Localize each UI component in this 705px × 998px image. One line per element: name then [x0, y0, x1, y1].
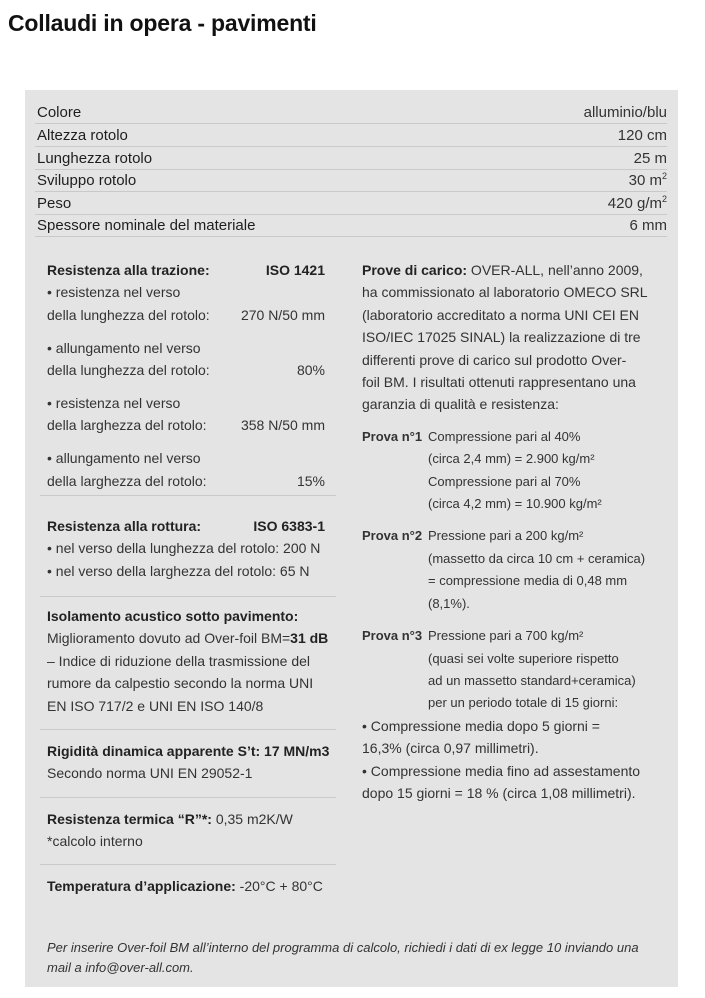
item-line: ISO/IEC 17025 SINAL) la realizzazione di tre [362, 329, 641, 346]
item-line: Miglioramento dovuto ad Over-foil BM=31 dB [47, 630, 329, 647]
item-line: • resistenza nel verso [47, 284, 181, 301]
item-line: della lunghezza del rotolo: [47, 306, 210, 323]
norm-label: ISO 1421 [265, 262, 325, 278]
item-line: • nel verso della larghezza del rotolo: 65 N [47, 562, 310, 579]
divider [40, 495, 336, 496]
item-value: 15% [296, 472, 325, 489]
test-line: = compressione media di 0,48 mm [428, 573, 628, 589]
page-title: Collaudi in opera - pavimenti [8, 10, 317, 36]
item-line: differenti prove di carico sul prodotto Over- [362, 351, 627, 368]
test-line: ad un massetto standard+ceramica) [428, 672, 636, 688]
acoustic-section [47, 605, 337, 717]
test-line: (massetto da circa 10 cm + ceramica) [428, 550, 646, 566]
item-line: Resistenza termica “R”*: 0,35 m2K/W [47, 811, 293, 827]
item-line: della larghezza del rotolo: [47, 417, 207, 434]
divider [40, 864, 336, 865]
spec-value: 30 $m^2$ [628, 171, 667, 189]
spec-label: Spessore nominale del materiale [37, 217, 256, 234]
item-line: – Indice di riduzione della trasmissione del [47, 652, 311, 669]
spec-label: Peso [37, 195, 72, 212]
spec-value: 6 mm [629, 217, 667, 234]
spec-row [35, 125, 667, 147]
spec-value: alluminio/blu [583, 104, 667, 121]
spec-label: Colore [37, 104, 82, 121]
result-line: • Compressione media dopo 5 giorni = [362, 717, 600, 734]
spec-label: Altezza rotolo [37, 127, 128, 144]
test-label: Prova n°2 [362, 528, 423, 544]
divider [40, 596, 336, 597]
item-value: 270 N/50 mm [240, 306, 325, 323]
result-line: • Compressione media fino ad assestamento [362, 762, 641, 779]
spec-row [35, 215, 667, 237]
test-line: (circa 2,4 mm) = 2.900 kg/m² [428, 451, 595, 467]
item-line: Temperatura d’applicazione: -20°C + 80°C [47, 878, 323, 894]
item-value: 358 N/50 mm [240, 417, 325, 434]
section-heading: Resistenza alla rottura: [47, 518, 202, 534]
spec-value: 25 m [633, 150, 667, 167]
spec-label: Sviluppo rotolo [37, 172, 137, 189]
divider [40, 729, 336, 730]
section-heading: Rigidità dinamica apparente S’t: 17 MN/m3 [47, 743, 330, 759]
test-label: Prova n°1 [362, 428, 423, 444]
item-line: della larghezza del rotolo: [47, 472, 207, 489]
technical-data-panel [25, 90, 678, 987]
break-strength-section [47, 515, 325, 582]
item-value: 80% [296, 362, 325, 379]
divider [40, 797, 336, 798]
section-heading: Resistenza alla trazione: [47, 262, 210, 278]
test-line: (circa 4,2 mm) = 10.900 kg/m² [428, 496, 602, 512]
item-line: garanzia di qualità e resistenza: [362, 396, 559, 413]
item-line: • resistenza nel verso [47, 394, 181, 411]
test-block [362, 625, 662, 715]
item-line: Prove di carico: OVER-ALL, nell’anno 2009, [362, 262, 643, 278]
spec-value: 120 cm [617, 127, 667, 144]
item-line: Secondo norma UNI EN 29052-1 [47, 765, 253, 782]
test-block [362, 426, 662, 516]
test-line: per un periodo totale di 15 giorni: [428, 695, 619, 711]
item-line: • allungamento nel verso [47, 339, 201, 356]
tensile-strength-section [47, 259, 325, 492]
item-line: *calcolo interno [47, 833, 143, 850]
test-line: (quasi sei volte superiore rispetto [428, 650, 619, 666]
spec-row [35, 102, 667, 124]
spec-row [35, 170, 667, 192]
thermal-section [47, 808, 337, 853]
test-line: Compressione pari al 40% [428, 428, 581, 444]
test-line: Pressione pari a 200 kg/m² [428, 528, 584, 544]
result-line: 16,3% (circa 0,97 millimetri). [362, 740, 539, 757]
item-line: EN ISO 717/2 e UNI EN ISO 140/8 [47, 697, 264, 714]
stiffness-section [47, 740, 337, 785]
load-tests-section [362, 259, 662, 804]
test-line: (8,1%). [428, 595, 470, 611]
item-line: • nel verso della lunghezza del rotolo: 200 N [47, 540, 321, 557]
item-line: (laboratorio accreditato a norma UNI CEI EN [362, 306, 639, 323]
temperature-section [47, 875, 337, 897]
test-line: Pressione pari a 700 kg/m² [428, 628, 584, 644]
norm-label: ISO 6383-1 [253, 518, 325, 534]
test-block [362, 525, 662, 615]
item-line: foil BM. I risultati ottenuti rappresentano una [362, 374, 636, 391]
section-heading: Isolamento acustico sotto pavimento: [47, 608, 299, 624]
spec-label: Lunghezza rotolo [37, 150, 153, 167]
spec-value: 420 $g/m^2$ [607, 194, 667, 212]
test-line: Compressione pari al 70% [428, 473, 581, 489]
spec-row [35, 193, 667, 215]
item-line: della lunghezza del rotolo: [47, 362, 210, 379]
item-line: ha commissionato al laboratorio OMECO SRL [362, 284, 648, 301]
result-line: dopo 15 giorni = 18 % (circa 1,08 millimetri). [362, 784, 636, 801]
item-line: rumore da calpestio secondo la norma UNI [47, 675, 314, 692]
test-label: Prova n°3 [362, 628, 423, 644]
spec-row [35, 148, 667, 170]
footer-note: Per inserire Over-foil BM all’interno del programma di calcolo, richiedi i dati di ex legge 10 inviando una mail a info@over-all.com. [47, 940, 639, 975]
item-line: • allungamento nel verso [47, 450, 201, 467]
